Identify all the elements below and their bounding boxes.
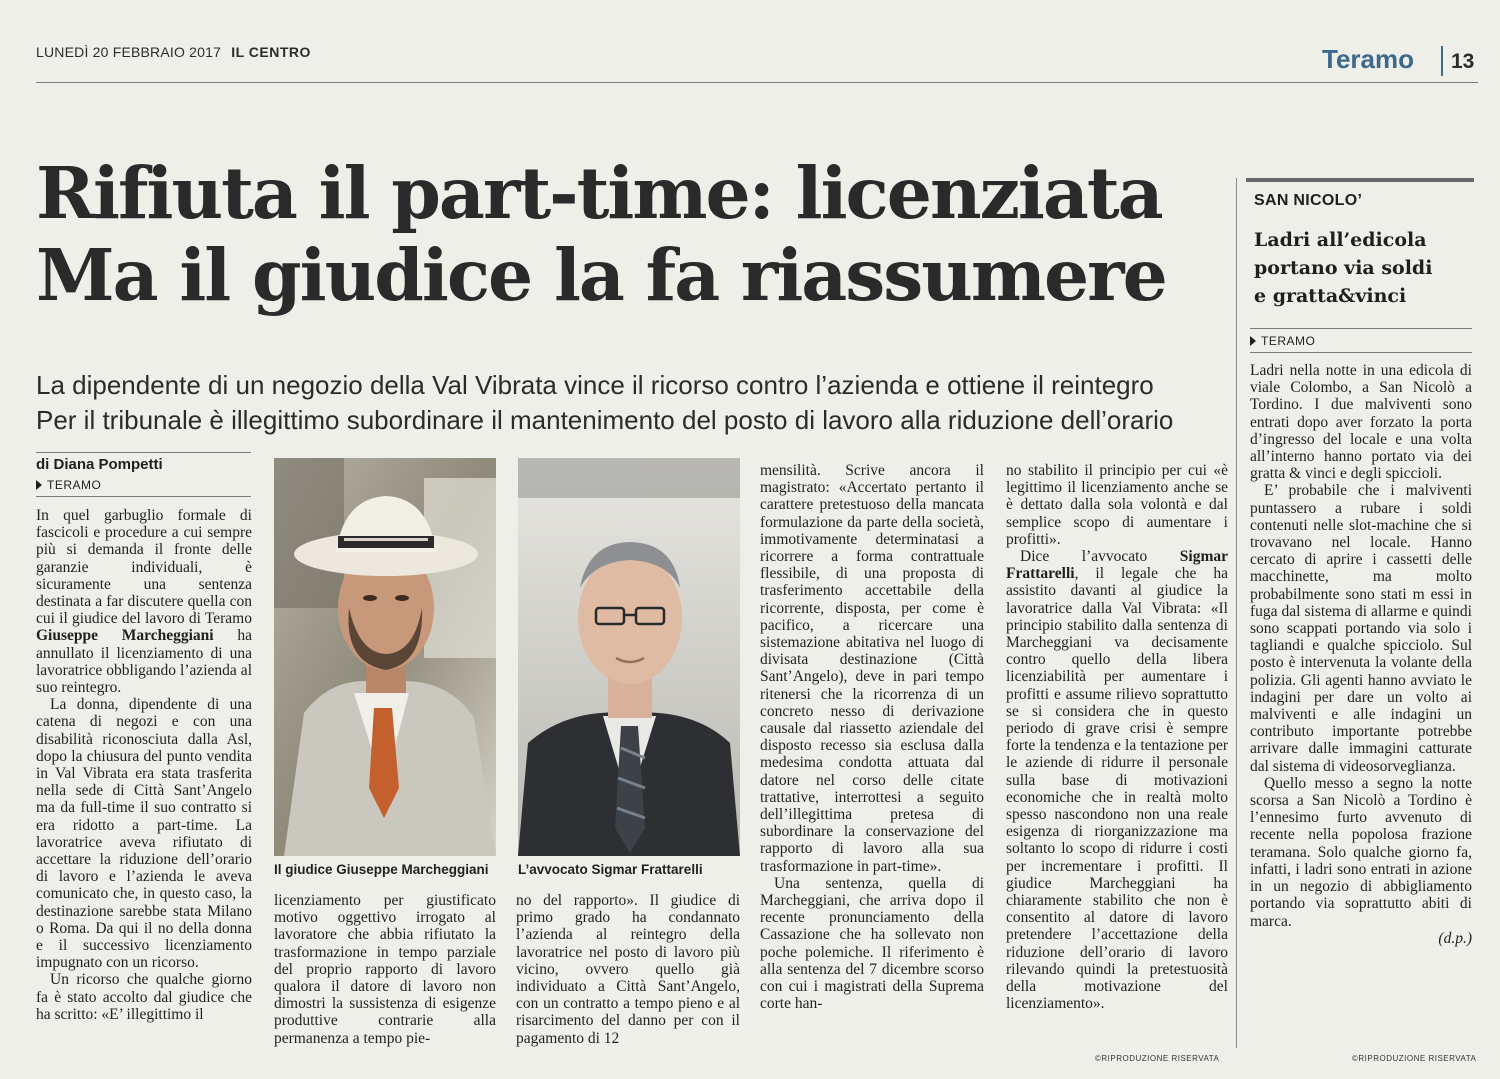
photo-judge-caption: Il giudice Giuseppe Marcheggiani bbox=[274, 862, 489, 877]
byline-rule bbox=[36, 452, 251, 453]
article-paragraph: mensilità. Scrive ancora il magistrato: «Accertato pertanto il carattere pretestuoso della mancata formulazione da parte della società, immotivamente determinatasi a ricorrere a forma contrattuale flessibile, di una proposta di trasferimento accettabile della ricorrente, disposta, per come è pacifico, a ricercare una sistemazione abitativa nel luogo di divisata destinazione (Città Sant’Angelo), deve in pari tempo ritenersi che la ricorrenza di un concreto nesso di derivazione causale dal riassetto aziendale del disposto recesso sia esclusa dalla medesima condotta attuata dal datore nel corso delle citate trattative, interrottesi a seguito dell’illegittima pretesa di subordinare la conservazione del rapporto di lavoro alla sua trasformazione in part-time». bbox=[760, 462, 984, 875]
page-number: 13 bbox=[1451, 50, 1475, 73]
masthead-rule bbox=[36, 82, 1478, 83]
article-paragraph bbox=[36, 507, 252, 696]
photo-lawyer bbox=[518, 458, 740, 856]
section-name: Teramo bbox=[1322, 44, 1414, 74]
sidebar-signature: (d.p.) bbox=[1438, 929, 1472, 947]
sidebar-top-rule bbox=[1246, 178, 1474, 182]
article-column-4 bbox=[760, 462, 984, 1062]
article-paragraph: no del rapporto». Il giudice di primo grado ha condannato l’azienda al reintegro della lavoratrice nel posto di lavoro più vicino, ovvero quello già individuato a Città Sant’Angelo, con un contratto a tempo pieno e al risarcimento del danno per con il pagamento di 12 bbox=[516, 892, 740, 1047]
sidebar-headline bbox=[1254, 226, 1469, 310]
article-paragraph: Una sentenza, quella di Marcheggiani, che arriva dopo il recente pronunciamento della Cassazione che ha sollevato non poche polemiche. Il riferimento è alla sentenza del 7 dicembre scorso con cui i magistrati della Suprema corte han- bbox=[760, 874, 984, 1013]
masthead bbox=[36, 44, 311, 60]
article-column-2 bbox=[274, 892, 496, 1057]
paragraph-text: Quello messo a segno la notte scorsa a San Nicolò a Tordino è l’ennesimo furto avvenuto di recente nella popolosa frazione teramana. Solo qualche giorno fa, infatti, i ladri sono entrati in azione in un negozio di abbigliamento portando via soprattutto abiti di marca. bbox=[1250, 774, 1472, 930]
article-subheadline bbox=[36, 368, 1231, 438]
sidebar-dateline-text: TERAMO bbox=[1261, 334, 1316, 348]
dateline-text: TERAMO bbox=[47, 478, 102, 492]
newspaper-name: IL CENTRO bbox=[231, 44, 311, 60]
sidebar-body bbox=[1250, 362, 1472, 1052]
dateline-marker-icon bbox=[36, 480, 42, 490]
article-column-3 bbox=[516, 892, 740, 1057]
sidebar-copyright: ©RIPRODUZIONE RISERVATA bbox=[1352, 1054, 1477, 1063]
sidebar-paragraph bbox=[1250, 775, 1472, 947]
article-paragraph: La donna, dipendente di una catena di negozi e con una disabilità riconosciuta dalla Asl, dopo la chiusura del punto vendita in Val Vibrata era stata trasferita nella sede di Città Sant’Angelo ma da full-time il suo contratto si era ridotto a part-time. La lavoratrice aveva rifiutato di accettare la riduzione dell’orario di lavoro e l’azienda le aveva comunicato che, in questo caso, la destinazione sarebbe stata Milano o Roma. Da qui il no della donna e il successivo licenziamento impugnato con un ricorso. bbox=[36, 696, 252, 972]
judge-portrait-image bbox=[274, 458, 496, 856]
subhead-line-1: La dipendente di un negozio della Val Vibrata vince il ricorso contro l’azienda e ottiene il reintegro bbox=[36, 370, 1154, 400]
sidebar-kicker: SAN NICOLO’ bbox=[1254, 192, 1363, 209]
paragraph-text: In quel garbuglio formale di fascicoli e procedure a cui sempre più si demanda il fronte delle garanzie individuali, è sicuramente una sentenza destinata a far discutere quella con cui il giudice del lavoro di Teramo bbox=[36, 507, 252, 628]
article-paragraph bbox=[1006, 548, 1228, 1012]
article-paragraph: Un ricorso che qualche giorno fa è stato accolto dal giudice che ha scritto: «E’ illegittimo il bbox=[36, 971, 252, 1023]
headline-line-1: Rifiuta il part-time: licenziata bbox=[36, 151, 1162, 235]
sidebar-rule bbox=[1250, 328, 1472, 329]
article-column-5 bbox=[1006, 462, 1228, 1052]
headline-line-2: Ma il giudice la fa riassumere bbox=[36, 233, 1166, 317]
sidebar-divider bbox=[1236, 178, 1237, 1048]
byline: di Diana Pompetti bbox=[36, 456, 163, 473]
paragraph-text: , il legale che ha assistito davanti al giudice la lavoratrice dalla Val Vibrata: «Il principio stabilito dalla sentenza di Marcheggiani va decisamente contro quello della libera licenziabilità per aumentare i profitti e assume rilievo soprattutto se si considera che in questo periodo di grave crisi è sempre forte la tendenza e la tentazione per le aziende di ridurre il personale sulla base di motivazioni economiche che in realtà molto spesso nascondono non una reale esigenza di riorganizzazione ma soltanto lo scopo di ridurre i costi per incrementare i profitti. Il giudice Marcheggiani ha chiaramente stabilito che non è consentito al datore di lavoro pretendere l’accettazione della riduzione dell’orario di lavoro rilevando quindi la pretestuosità della motivazione del licenziamento». bbox=[1006, 565, 1228, 1013]
paragraph-text: Dice l’avvocato bbox=[1020, 548, 1148, 566]
article-paragraph: no stabilito il principio per cui «è legittimo il licenziamento anche se è dettato dalla sola volontà e dal semplice scopo di aumentare i profitti». bbox=[1006, 462, 1228, 548]
paragraph-text: ha annullato il licenziamento di una lavoratrice obbligando l’azienda al suo reintegro. bbox=[36, 627, 252, 697]
issue-date: LUNEDÌ 20 FEBBRAIO 2017 bbox=[36, 44, 222, 60]
lawyer-portrait-image bbox=[518, 458, 740, 856]
sidebar-headline-line: e gratta&vinci bbox=[1254, 285, 1407, 307]
sidebar-dateline bbox=[1250, 334, 1315, 348]
dateline bbox=[36, 478, 101, 492]
photo-lawyer-caption: L’avvocato Sigmar Frattarelli bbox=[518, 862, 703, 877]
dateline-rule bbox=[36, 496, 251, 497]
sidebar-headline-line: Ladri all’edicola bbox=[1254, 229, 1427, 251]
judge-name: Giuseppe Marcheggiani bbox=[36, 627, 214, 645]
sidebar-paragraph: Ladri nella notte in una edicola di viale Colombo, a San Nicolò a Tordino. I due malviventi sono entrati dopo aver forzato la porta d’ingresso del locale e una volta all’interno hanno portato via dei gratta & vinci e degli spiccioli. bbox=[1250, 362, 1472, 483]
sidebar-paragraph: E’ probabile che i malviventi puntassero a rubare i soldi contenuti nelle slot-machine che si trovavano nel locale. Hanno cercato di aprire i cassetti delle macchinette, ma molto probabilmente sono stati m essi in fuga dal sistema di allarme e quindi sono scappati portando via solo i tagliandi e qualche spicciolo. Sul posto è intervenuta la volante della polizia. Gli agenti hanno avviato le indagini per dare un volto ai malviventi e alle indagini un contributo importante potrebbe arrivare dalle immagini catturate dal sistema di videosorveglianza. bbox=[1250, 482, 1472, 775]
dateline-marker-icon bbox=[1250, 336, 1256, 346]
article-paragraph: licenziamento per giustificato motivo oggettivo irrogato al lavoratore che abbia rifiutato la trasformazione in tempo parziale del proprio rapporto di lavoro qualora il datore di lavoro non dimostri la sussistenza di esigenze produttive contrarie alla permanenza a tempo pie- bbox=[274, 892, 496, 1047]
lawyer-name: Sigmar Frattarelli bbox=[1006, 548, 1228, 583]
article-headline bbox=[36, 152, 1226, 316]
photo-judge bbox=[274, 458, 496, 856]
sidebar-headline-line: portano via soldi bbox=[1254, 257, 1433, 279]
article-copyright: ©RIPRODUZIONE RISERVATA bbox=[1095, 1054, 1220, 1063]
subhead-line-2: Per il tribunale è illegittimo subordinare il mantenimento del posto di lavoro alla riduzione dell’orario bbox=[36, 405, 1174, 435]
section-divider bbox=[1441, 46, 1443, 76]
sidebar-rule bbox=[1250, 352, 1472, 353]
article-column-1 bbox=[36, 507, 252, 1053]
